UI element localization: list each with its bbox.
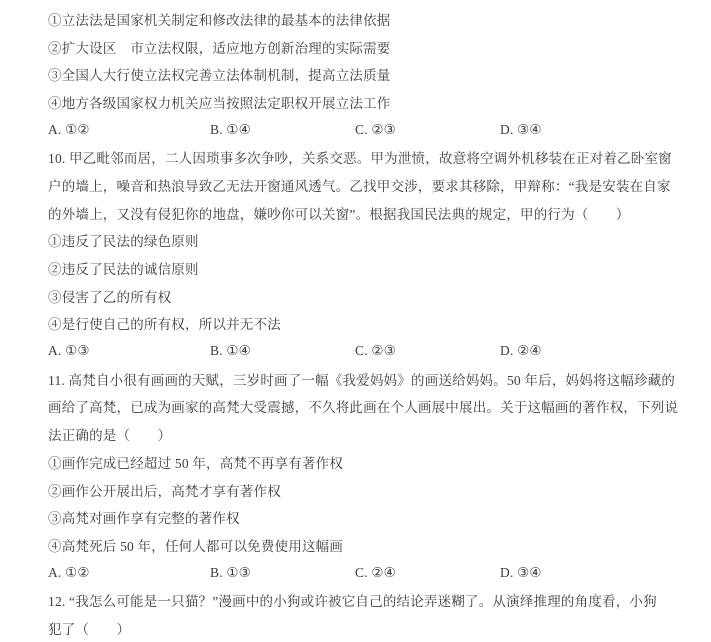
q11-item-4: ④高梵死后 50 年，任何人都可以免费使用这幅画 bbox=[48, 538, 344, 554]
q9-item-2: ②扩大设区 市立法权限，适应地方创新治理的实际需要 bbox=[48, 40, 391, 56]
q9-option-d: D. ③④ bbox=[500, 121, 542, 137]
q12-stem-line-2: 犯了（ ） bbox=[48, 621, 131, 637]
q10-option-d: D. ②④ bbox=[500, 343, 542, 359]
q11-stem-line-1: 11. 高梵自小很有画画的天赋，三岁时画了一幅《我爱妈妈》的画送给妈妈。50 年后，妈妈将这幅珍藏的 bbox=[48, 372, 676, 388]
q12-stem-line-1: 12. “我怎么可能是一只猫？”漫画中的小狗或许被它自己的结论弄迷糊了。从演绎推理的角度看，小狗 bbox=[48, 594, 657, 610]
q10-stem-line-3: 的外墙上，又没有侵犯你的地盘，嫌吵你可以关窗”。根据我国民法典的规定，甲的行为（ ） bbox=[48, 206, 630, 222]
q10-stem-line-2: 户的墙上，噪音和热浪导致乙无法开窗通风透气。乙找甲交涉，要求其移除，甲辩称：“我是安装在自家 bbox=[48, 178, 671, 194]
q11-option-b: B. ①③ bbox=[210, 564, 251, 580]
q9-item-4: ④地方各级国家权力机关应当按照法定职权开展立法工作 bbox=[48, 95, 391, 111]
q11-stem-line-3: 法正确的是（ ） bbox=[48, 428, 172, 444]
q9-item-3: ③全国人大行使立法权完善立法体制机制，提高立法质量 bbox=[48, 68, 391, 84]
q10-item-4: ④是行使自己的所有权，所以并无不法 bbox=[48, 317, 281, 333]
q11-item-2: ②画作公开展出后，高梵才享有著作权 bbox=[48, 483, 281, 499]
q9-option-c: C. ②③ bbox=[355, 121, 396, 137]
q10-option-b: B. ①④ bbox=[210, 343, 251, 359]
q10-stem-line-1: 10. 甲乙毗邻而居，二人因琐事多次争吵，关系交恶。甲为泄愤，故意将空调外机移装在正对着乙卧室窗 bbox=[48, 151, 672, 167]
q10-option-c: C. ②③ bbox=[355, 343, 396, 359]
q10-item-1: ①违反了民法的绿色原则 bbox=[48, 234, 199, 250]
q11-stem-line-2: 画给了高梵，已成为画家的高梵大受震撼，不久将此画在个人画展中展出。关于这幅画的著作权，下列说 bbox=[48, 400, 679, 416]
q11-item-3: ③高梵对画作享有完整的著作权 bbox=[48, 511, 240, 527]
q11-option-d: D. ③④ bbox=[500, 564, 542, 580]
q9-item-1: ①立法法是国家机关制定和修改法律的最基本的法律依据 bbox=[48, 12, 391, 28]
q11-option-c: C. ②④ bbox=[355, 564, 396, 580]
q9-option-b: B. ①④ bbox=[210, 121, 251, 137]
q10-item-3: ③侵害了乙的所有权 bbox=[48, 289, 172, 305]
q10-options-row bbox=[48, 337, 671, 365]
q11-options-row bbox=[48, 559, 671, 587]
q9-option-a: A. ①② bbox=[48, 121, 90, 137]
q10-option-a: A. ①③ bbox=[48, 343, 90, 359]
q9-options-row bbox=[48, 116, 671, 144]
q10-item-2: ②违反了民法的诚信原则 bbox=[48, 262, 199, 278]
q11-option-a: A. ①② bbox=[48, 564, 90, 580]
q11-item-1: ①画作完成已经超过 50 年，高梵不再享有著作权 bbox=[48, 455, 344, 471]
